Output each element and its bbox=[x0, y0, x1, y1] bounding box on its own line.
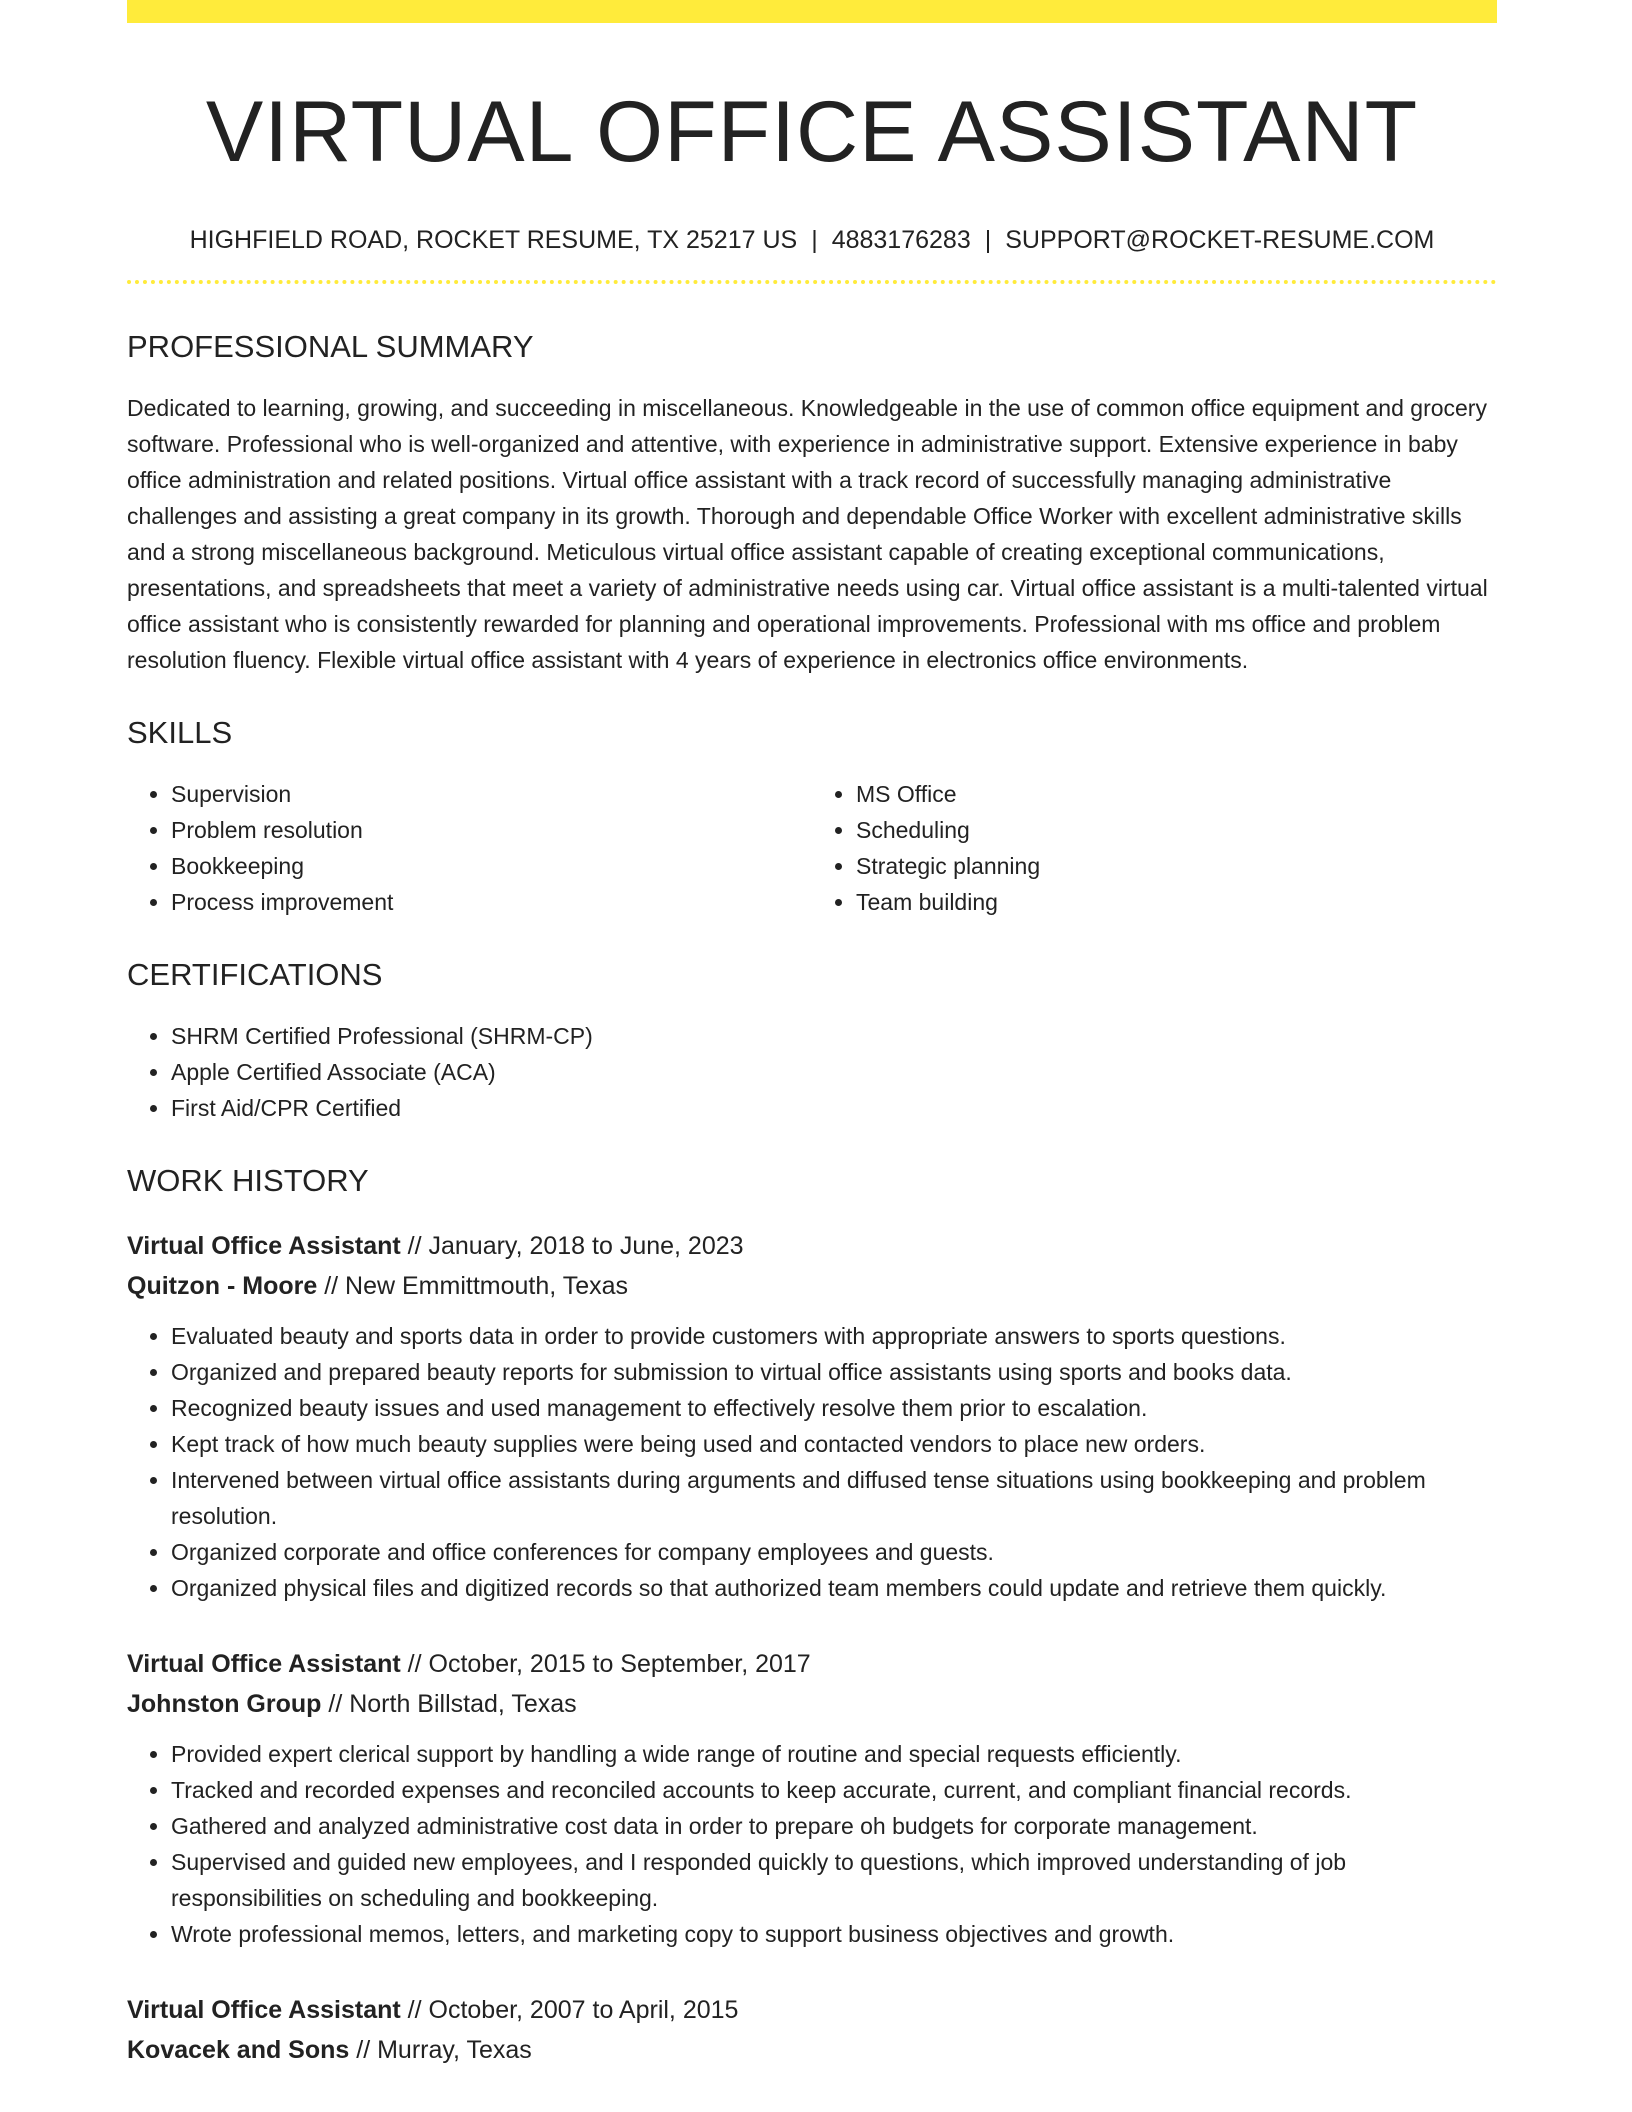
skill-item: • Strategic planning bbox=[856, 848, 1497, 884]
certification-item: • Apple Certified Associate (ACA) bbox=[171, 1054, 1497, 1090]
job-bullet: • Evaluated beauty and sports data in order to provide customers with appropriate answers to sports questions. bbox=[171, 1318, 1497, 1354]
skill-item: • Bookkeeping bbox=[171, 848, 812, 884]
job-bullet: • Gathered and analyzed administrative cost data in order to prepare oh budgets for corporate management. bbox=[171, 1808, 1497, 1844]
skills-section bbox=[127, 714, 1497, 920]
job-bullet: • Wrote professional memos, letters, and marketing copy to support business objectives and growth. bbox=[171, 1916, 1497, 1952]
summary-text: Dedicated to learning, growing, and succeeding in miscellaneous. Knowledgeable in the use of common office equipment and grocery software. Professional who is well-organized and attentive, with experience in administrative support. Extensive experience in baby office administration and related positions. Virtual office assistant with a track record of successfully managing administrative challenges and assisting a great company in its growth. Thorough and dependable Office Worker with excellent administrative skills and a strong miscellaneous background. Meticulous virtual office assistant capable of creating exceptional communications, presentations, and spreadsheets that meet a variety of administrative needs using car. Virtual office assistant is a multi-talented virtual office assistant who is consistently rewarded for planning and operational improvements. Professional with ms office and problem resolution fluency. Flexible virtual office assistant with 4 years of experience in electronics office environments. bbox=[127, 395, 1488, 674]
job-dates: // October, 2015 to September, 2017 bbox=[407, 1650, 811, 1679]
skills-grid bbox=[127, 776, 1497, 920]
job-location: // Murray, Texas bbox=[356, 2036, 532, 2065]
work-history-section bbox=[127, 1162, 1497, 2070]
job-bullet: • Provided expert clerical support by handling a wide range of routine and special requests efficiently. bbox=[171, 1736, 1497, 1772]
skill-item: • MS Office bbox=[856, 776, 1497, 812]
accent-top-bar bbox=[127, 0, 1497, 23]
job-bullet: • Kept track of how much beauty supplies were being used and contacted vendors to place new orders. bbox=[171, 1426, 1497, 1462]
job-bullet: • Supervised and guided new employees, and I responded quickly to questions, which improved understanding of job responsibilities on scheduling and bookkeeping. bbox=[171, 1844, 1497, 1916]
skill-item: • Scheduling bbox=[856, 812, 1497, 848]
certifications-heading: CERTIFICATIONS bbox=[127, 957, 383, 993]
job-company: Kovacek and Sons bbox=[127, 2036, 350, 2065]
job-company: Johnston Group bbox=[127, 1690, 322, 1719]
job-role-line bbox=[127, 1990, 1497, 2030]
summary-section bbox=[127, 328, 1497, 678]
job-bullet: • Organized physical files and digitized records so that authorized team members could update and retrieve them quickly. bbox=[171, 1570, 1497, 1606]
skill-item: • Team building bbox=[856, 884, 1497, 920]
job-location: // North Billstad, Texas bbox=[328, 1690, 577, 1719]
job-role-line bbox=[127, 1226, 1497, 1266]
job-role: Virtual Office Assistant bbox=[127, 1232, 401, 1261]
job-entry bbox=[127, 1644, 1497, 1952]
job-bullet: • Organized corporate and office conferences for company employees and guests. bbox=[171, 1534, 1497, 1570]
certification-item: • First Aid/CPR Certified bbox=[171, 1090, 1497, 1126]
summary-heading: PROFESSIONAL SUMMARY bbox=[127, 329, 534, 365]
certifications-section bbox=[127, 956, 1497, 1126]
skill-item: • Supervision bbox=[171, 776, 812, 812]
job-company-line bbox=[127, 1266, 1497, 1306]
contact-line bbox=[127, 224, 1497, 256]
job-company-line bbox=[127, 1684, 1497, 1724]
contact-separator: | bbox=[811, 226, 818, 255]
job-company-line bbox=[127, 2030, 1497, 2070]
job-bullet: • Organized and prepared beauty reports for submission to virtual office assistants using sports and books data. bbox=[171, 1354, 1497, 1390]
contact-address: HIGHFIELD ROAD, ROCKET RESUME, TX 25217 US bbox=[189, 226, 798, 255]
job-bullets bbox=[127, 1318, 1497, 1606]
skills-heading: SKILLS bbox=[127, 715, 233, 751]
job-role: Virtual Office Assistant bbox=[127, 1996, 401, 2025]
contact-email: SUPPORT@ROCKET-RESUME.COM bbox=[1005, 226, 1435, 255]
resume-title: VIRTUAL OFFICE ASSISTANT bbox=[205, 84, 1419, 180]
dotted-divider bbox=[127, 280, 1497, 284]
resume-page bbox=[127, 0, 1497, 2070]
job-role-line bbox=[127, 1644, 1497, 1684]
skills-list-left bbox=[127, 776, 812, 920]
job-bullet: • Recognized beauty issues and used management to effectively resolve them prior to escalation. bbox=[171, 1390, 1497, 1426]
job-role: Virtual Office Assistant bbox=[127, 1650, 401, 1679]
job-dates: // October, 2007 to April, 2015 bbox=[407, 1996, 739, 2025]
contact-phone: 4883176283 bbox=[831, 226, 971, 255]
job-company: Quitzon - Moore bbox=[127, 1272, 318, 1301]
job-bullets bbox=[127, 1736, 1497, 1952]
certifications-list bbox=[127, 1018, 1497, 1126]
skill-item: • Problem resolution bbox=[171, 812, 812, 848]
job-dates: // January, 2018 to June, 2023 bbox=[407, 1232, 744, 1261]
job-location: // New Emmittmouth, Texas bbox=[324, 1272, 628, 1301]
skills-list-right bbox=[812, 776, 1497, 920]
job-entry bbox=[127, 1226, 1497, 1606]
skill-item: • Process improvement bbox=[171, 884, 812, 920]
job-bullet: • Tracked and recorded expenses and reconciled accounts to keep accurate, current, and compliant financial records. bbox=[171, 1772, 1497, 1808]
job-bullet: • Intervened between virtual office assistants during arguments and diffused tense situations using bookkeeping and problem resolution. bbox=[171, 1462, 1497, 1534]
certification-item: • SHRM Certified Professional (SHRM-CP) bbox=[171, 1018, 1497, 1054]
contact-separator: | bbox=[984, 226, 992, 255]
job-entry bbox=[127, 1990, 1497, 2070]
work-history-heading: WORK HISTORY bbox=[127, 1163, 369, 1199]
